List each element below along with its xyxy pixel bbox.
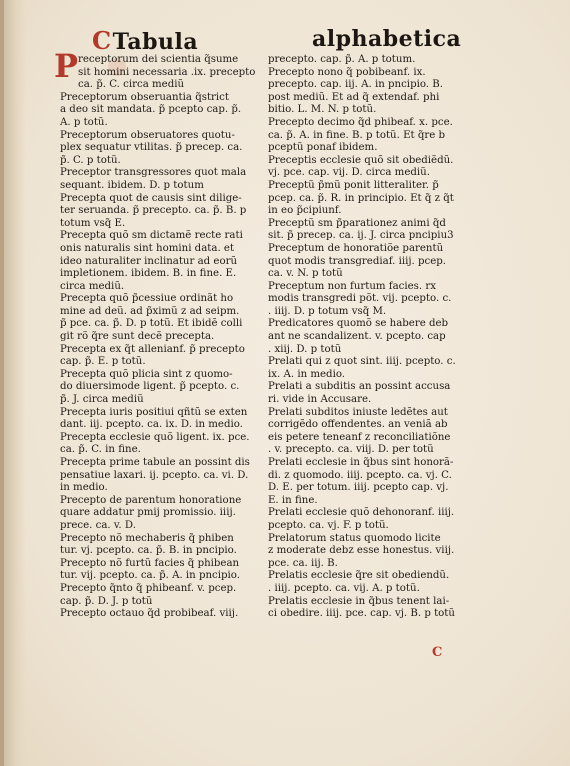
- index-entry: Preceptum non furtum facies. rx modis transgredi põt. vij. pcepto. c. . iiij. D. p totum vsq̃ M.: [268, 280, 452, 317]
- index-entry: receptorum dei scientia q̃sume sit homini necessaria .ix. precepto ca. p̃. C. circa mediũ: [78, 54, 256, 91]
- index-entry: Prelatorum status quomodo licite z moderate debz esse honestus. viij. pce. ca. iij. B.: [268, 532, 455, 569]
- index-entry: Precepta prime tabule an possint dis pensatiue laxari. ij. pcepto. ca. vi. D. in medio.: [60, 457, 250, 494]
- index-entry: Prelati qui z quot sint. iiij. pcepto. c. ix. A. in medio.: [268, 356, 456, 380]
- index-entry: Prelati ecclesie in q̃bus sint honorã- di. z quomodo. iiij. pcepto. ca. vj. C. D. E. per totum. iiij. pcepto cap. vj. E. in fine.: [268, 457, 454, 506]
- index-entry: Preceptũ sm p̃parationez animi q̃d sit. p̃ precep. ca. ij. J. circa pncipiu3: [268, 217, 454, 242]
- index-entry: precepto. cap. p̃. A. p totum.: [268, 54, 416, 65]
- index-entry: Precepta quot de causis sint dilige- ter seruanda. p̃ precepto. ca. p̃. B. p totum vsq̃ E.: [60, 192, 247, 229]
- index-entry: Precepto nõ furtũ facies q̃ phibean tur. vij. pcepto. ca. p̃. A. in pncipio.: [60, 557, 240, 582]
- index-entry: Prelati a subditis an possint accusa ri. vide in Accusare.: [268, 381, 451, 406]
- index-entry: Precepto decimo q̃d phibeaf. x. pce. ca. p̃. A. in fine. B. p totũ. Et q̃re b pceptũ ponaf ibidem.: [268, 116, 453, 154]
- index-entry: Precepta iuris positiui qñtũ se exten dant. iij. pcepto. ca. ix. D. in medio.: [60, 406, 248, 431]
- end-mark: C: [432, 645, 443, 660]
- index-entry: Preceptor transgressores quot mala sequant. ibidem. D. p totum: [60, 167, 247, 191]
- index-entry: Preceptum de honoratiõe parentũ quot modis transgrediaf. iiij. pcep. ca. v. N. p totũ: [268, 242, 446, 280]
- paragraph-mark: C: [92, 26, 112, 55]
- running-head-right: alphabetica: [312, 26, 462, 52]
- index-entry: Prelati ecclesie quõ dehonoranf. iiij. pcepto. ca. vj. F. p totũ.: [268, 507, 455, 531]
- index-entry: Precepto de parentum honoratione quare addatur pmij promissio. iiij. prece. ca. v. D.: [60, 494, 242, 531]
- index-entry: Preceptũ p̃mũ ponit litteraliter. p̃ pcep. ca. p̃. R. in principio. Et q̃ z q̃t in eo p̃cipiunf.: [268, 179, 454, 217]
- index-entry: Precepta quõ plicia sint z quomo- do diuersimode ligent. p̃ pcepto. c. p̃. J. circa mediũ: [60, 368, 240, 406]
- index-entry: Precepto nõ mechaberis q̃ phiben tur. vj. pcepto. ca. p̃. B. in pncipio.: [60, 532, 237, 557]
- index-entry: Precepta quõ sm dictamẽ recte rati onis naturalis sint homini data. et ideo naturaliter inclinatur ad eorũ impletionem. ibidem. B. in fine. E. circa mediũ.: [60, 230, 243, 292]
- index-entry: Prelatis ecclesie in q̃bus tenent lai- ci obedire. iiij. pce. cap. vj. B. p totũ: [268, 595, 455, 620]
- index-entry: Predicatores quomõ se habere deb ant ne scandalizent. v. pcepto. cap . xiij. D. p totũ: [268, 318, 449, 355]
- initial-capital: P: [54, 47, 79, 85]
- index-entry: Prelatis ecclesie q̃re sit obediendũ. . iiij. pcepto. ca. vij. A. p totũ.: [268, 570, 450, 594]
- index-entry: Precepto octauo q̃d probibeaf. viij.: [60, 608, 239, 620]
- index-entry: Preceptis ecclesie quõ sit obediẽdũ. vj. pce. cap. vij. D. circa mediũ.: [268, 154, 454, 179]
- index-entry: Precepta ecclesie quõ ligent. ix. pce. ca. p̃. C. in fine.: [60, 431, 250, 456]
- left-column: [54, 47, 270, 621]
- index-entry: Precepto q̃nto q̃ phibeanf. v. pcep. cap. p̃. D. J. p totũ: [60, 582, 237, 607]
- running-head-left: [92, 26, 198, 55]
- page-fold: [0, 0, 4, 766]
- right-column: [268, 54, 464, 621]
- index-entry: Preceptorum obseruatores quotu- plex sequatur vtilitas. p̃ precep. ca. p̃. C. p totũ.: [60, 129, 243, 166]
- index-entry: Precepto nono q̃ pobibeanf. ix. precepto. cap. iij. A. in pncipio. B. post mediũ. Et ad q̃ extendaf. phi bitio. L. M. N. p totũ.: [268, 66, 444, 116]
- running-head-left-text: Tabula: [112, 29, 199, 55]
- index-entry: Prelati subditos iniuste ledẽtes aut corrigẽdo offendentes. an veniã ab eis petere teneanf z reconciliatiõne . v. precepto. ca. viij. D. per totũ: [268, 406, 451, 456]
- index-entry: Preceptorum obseruantia q̃strict a deo sit mandata. p̃ pcepto cap. p̃. A. p totũ.: [60, 91, 242, 128]
- index-entry: Precepta ex q̃t allenianf. p̃ precepto cap. p̃. E. p totũ.: [60, 343, 245, 368]
- index-entry: Precepta quõ p̃cessiue ordinãt ho mine ad deũ. ad p̃ximũ z ad seipm. p̃ pce. ca. p̃. D. p totũ. Et ibidẽ colli git rõ q̃re sunt decẽ precepta.: [60, 293, 243, 343]
